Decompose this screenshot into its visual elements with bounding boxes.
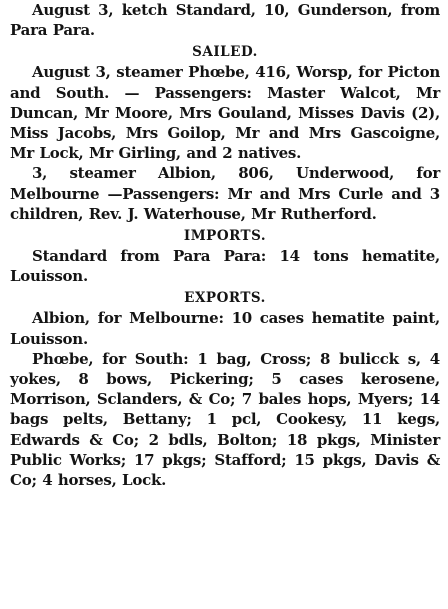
imports-heading: IMPORTS.	[183, 228, 267, 245]
sailed-entry-albion: 3, steamer Albion, 806, Underwood, for Melbourne —Passengers: Mr and Mrs Curle and 3 children, Rev. J. Waterhouse, Mr Rutherford.	[10, 164, 440, 223]
exports-entry-albion: Albion, for Melbourne: 10 cases hematite paint, Louisson.	[10, 309, 440, 348]
sailed-entry-phoebe: August 3, steamer Phœbe, 416, Worsp, for Picton and South. — Passengers: Master Walcot, Mr Duncan, Mr Moore, Mrs Gouland, Misses Davis (2), Miss Jacobs, Mrs Goilop, Mr and Mrs Gascoigne, Mr Lock, Mr Girling, and 2 natives.	[10, 63, 440, 163]
exports-entry-phoebe: Phœbe, for South: 1 bag, Cross; 8 bulicck s, 4 yokes, 8 bows, Pickering; 5 cases kerosene, Morrison, Sclanders, & Co; 7 bales hops, Myers; 14 bags pelts, Bettany; 1 pcl, Cookesy, 11 kegs, Edwards & Co; 2 bdls, Bolton; 18 pkgs, Minister Public Works; 17 pkgs; Stafford; 15 pkgs, Davis & Co; 4 horses, Lock.	[10, 349, 440, 490]
exports-heading: EXPORTS.	[184, 290, 266, 307]
imports-entry-standard: Standard from Para Para: 14 tons hematite, Louisson.	[10, 247, 440, 286]
sailed-heading: SAILED.	[192, 44, 258, 61]
arrival-entry: August 3, ketch Standard, 10, Gunderson, from Para Para.	[10, 1, 440, 40]
